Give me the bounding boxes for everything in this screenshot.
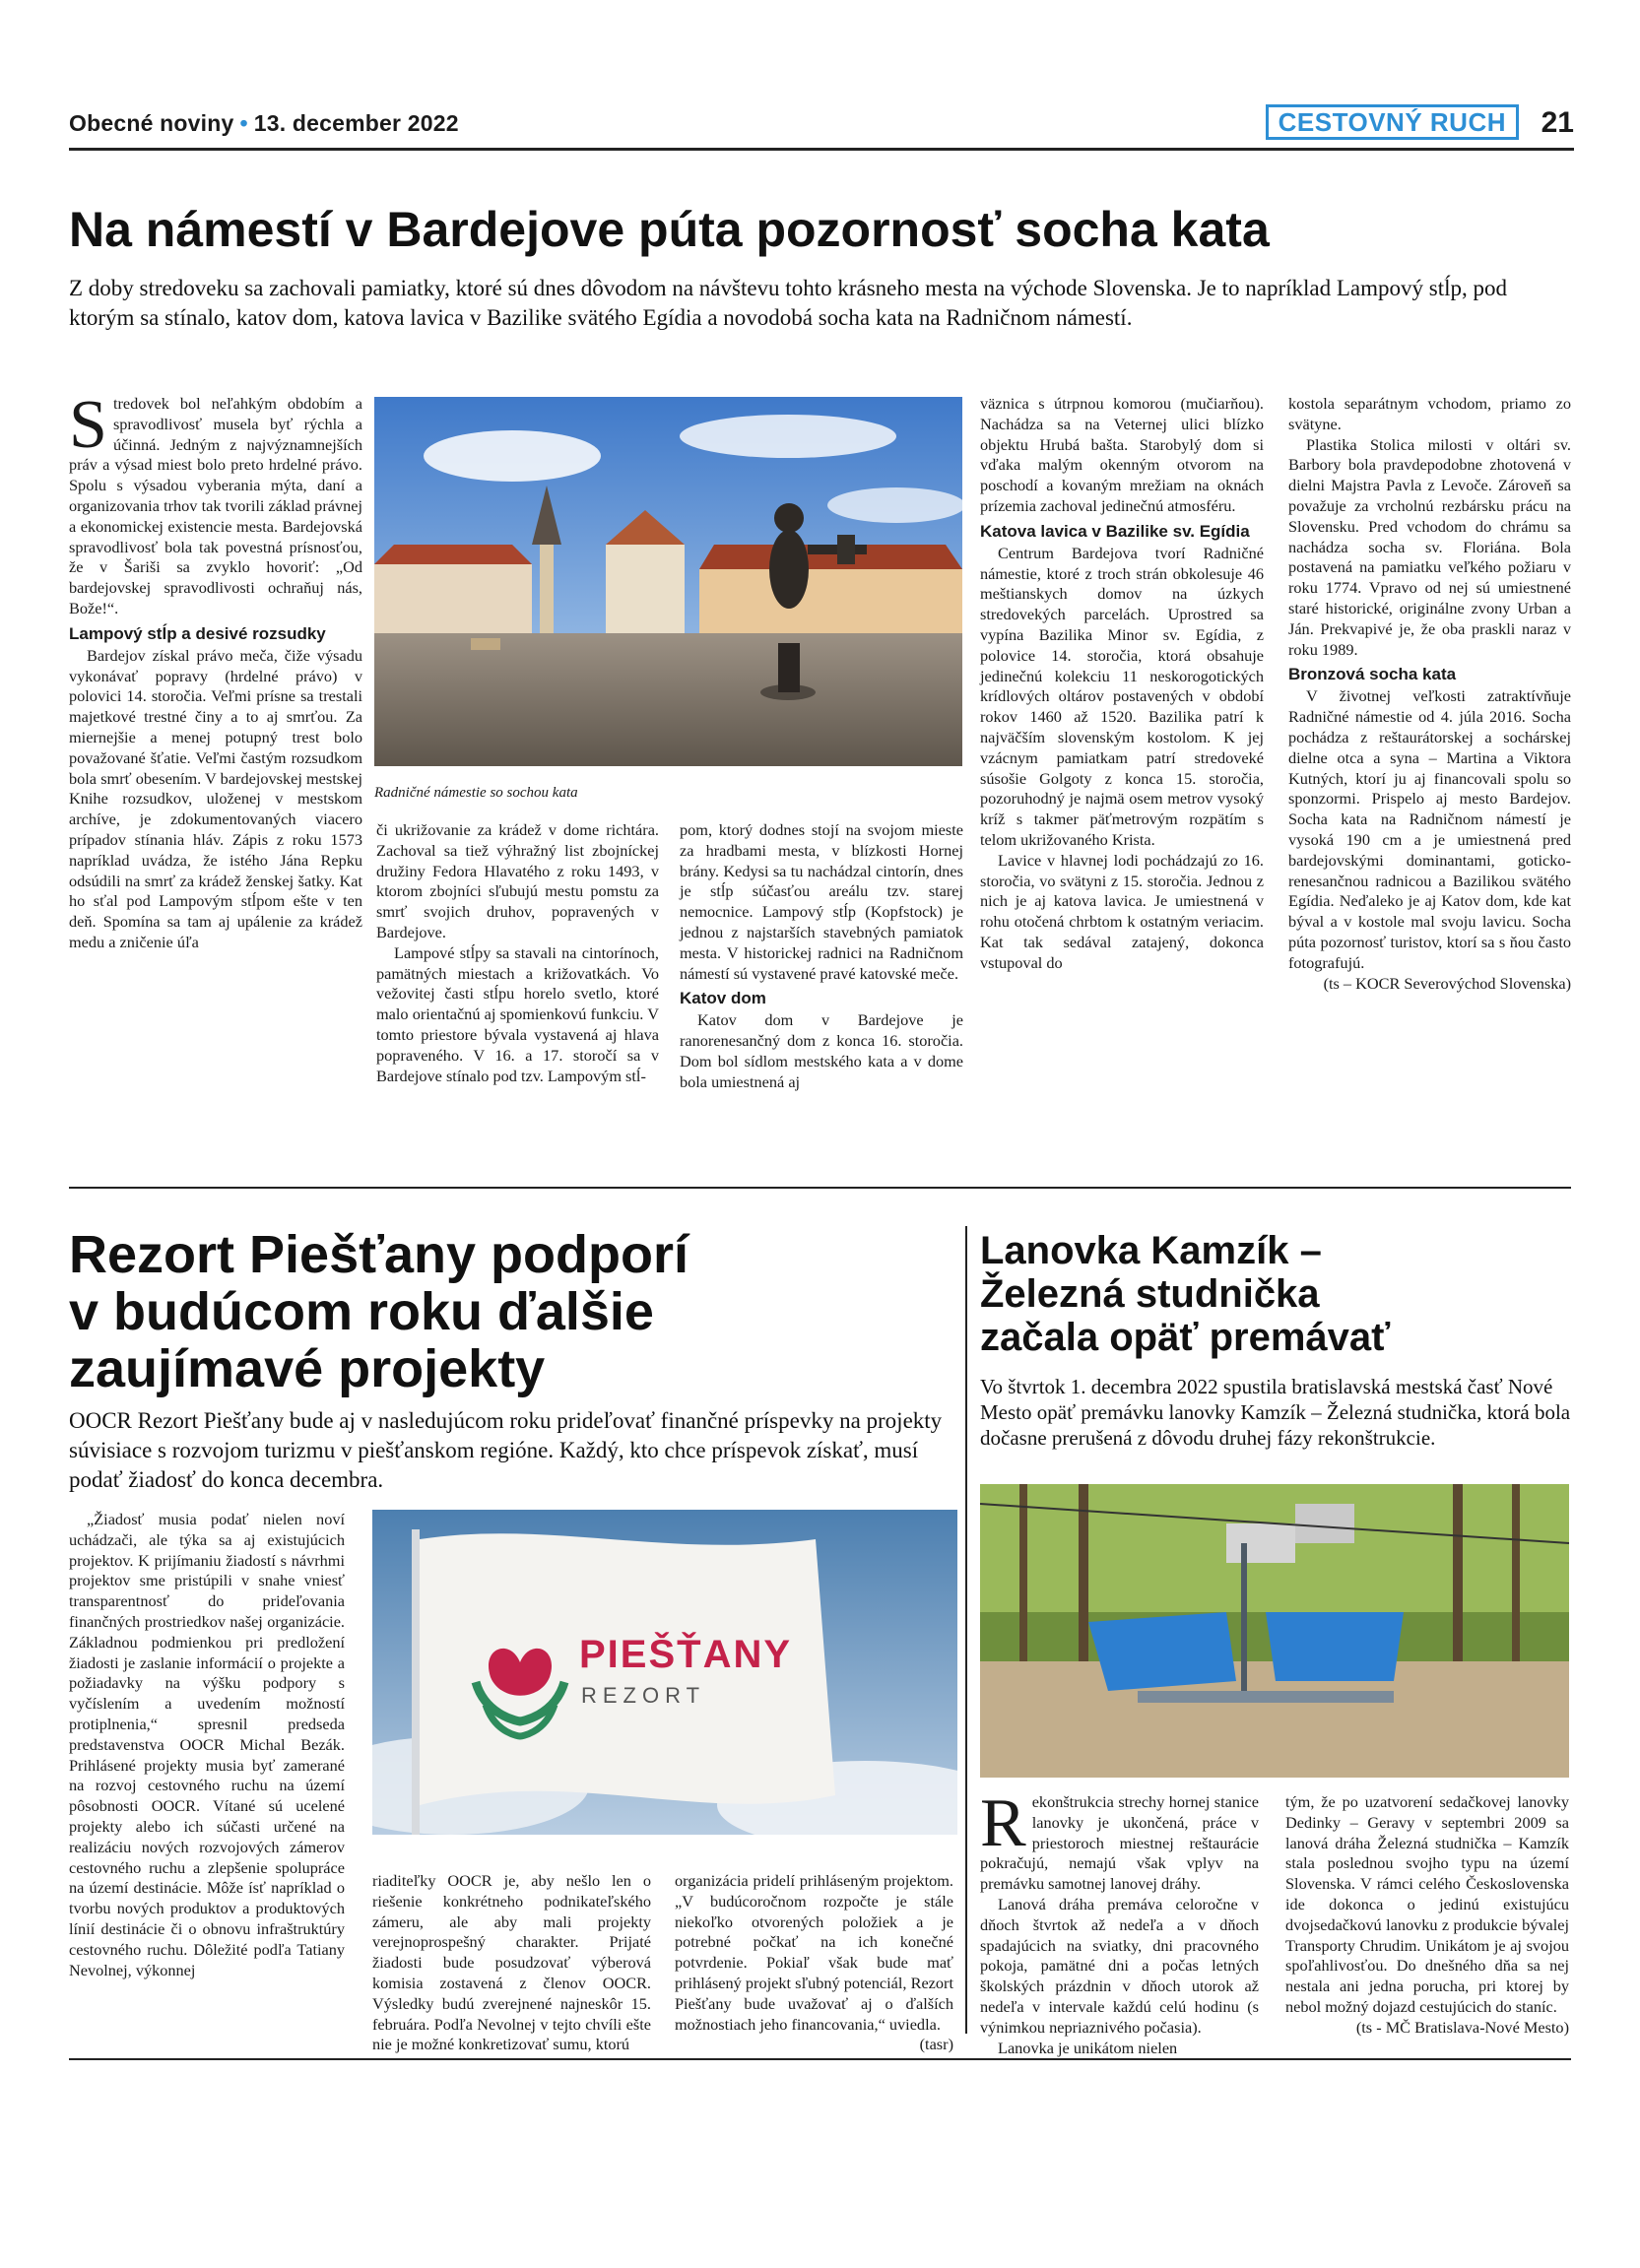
- article1-column-5: [1288, 394, 1571, 994]
- article1-column-2: [376, 820, 659, 1086]
- issue-date: 13. december 2022: [253, 110, 459, 136]
- article1-title: Na námestí v Bardejove púta pozornosť socha kata: [69, 202, 1270, 257]
- bardejov-square-photo: [374, 397, 962, 766]
- article2-paragraph: organizácia pridelí prihláseným projektom. „V budúcoročnom rozpočte je stále niekoľko otvorených položiek a je potrebné počkať na ich konečné potvrdenie. Pokiaľ však bude mať prihlásený projekt sľubný potenciál, Rezort Piešťany bude uvažovať aj o ďalších možnostiach jeho financovania,“ uviedla.: [675, 1871, 953, 2034]
- article2-column-1: [69, 1510, 345, 1980]
- article1-paragraph: V životnej veľkosti zatraktívňuje Radničné námestie od 4. júla 2016. Socha pochádza z reštaurátorskej a sochárskej dielne otca a syna – Martina a Viktora Kutných, ktorí ju aj financovali spolu so sponzormi. Prispelo aj mesto Bardejov. Socha kata na Radničnom námestí je vysoká 190 cm a je umiestnená pred bardejovskými dominantami, goticko-renesančnou radnicou a Bazilikou svätého Egídia. Neďaleko je aj Katov dom, kde kat býval a v kostole mal svoju lavicu. Socha púta pozornosť turistov, ktorí sa s ňou často fotografujú.: [1288, 686, 1571, 972]
- article1-signature: (ts – KOCR Severovýchod Slovenska): [1323, 973, 1571, 993]
- article3-title-line: začala opäť premávať: [980, 1316, 1391, 1359]
- dropcap: R: [980, 1785, 1026, 1861]
- flag-sub-text: REZORT: [581, 1683, 706, 1708]
- separator-dot: •: [239, 110, 248, 136]
- article3-paragraph: Lanovka je unikátom nielen: [998, 2038, 1178, 2057]
- article2-title-line: Rezort Piešťany podporí: [69, 1225, 689, 1284]
- article1-paragraph: či ukrižovanie za krádež v dome richtára. Zachoval sa tiež výhražný list zbojníckej družiny Fedora Hlavatého z roku 1493, v ktorom zbojníci sľubujú mestu pomstu za smrť svojich druhov, popravených v Bardejove.: [376, 820, 659, 941]
- article3-column-1: [980, 1785, 1259, 2058]
- article2-column-2: [372, 1871, 651, 2055]
- article3-paragraph: tým, že po uzatvorení sedačkovej lanovky Dedinky – Geravy v septembri 2009 sa lanová dráha Železná studnička – Kamzík stala poslednou svojho typu na území Slovenska. V rámci celého Československa ide dokonca o jedinú existujúcu dvojsedačkovú lanovku z produkcie bývalej Transporty Chrudim. Unikátom je aj svojou spoľahlivosťou. Do dnešného dňa sa nej nestala ani jedna porucha, pri ktorej by nebol možný dojazd cestujúcich do staníc.: [1285, 1792, 1569, 2016]
- section-divider: [69, 1187, 1571, 1189]
- article1-subhead-4: Bronzová socha kata: [1288, 665, 1457, 684]
- piestany-flag-photo: [372, 1510, 957, 1835]
- article1-paragraph: väznica s útrpnou komorou (mučiarňou). Nachádza sa na Veternej ulici blízko objektu Hrubá bašta. Starobylý dom si vďaka malým okenným otvorom na poschodí a kovaným mrežiam na oknách prízemia zachoval jedinečnú atmosféru.: [980, 394, 1264, 515]
- article3-signature: (ts - MČ Bratislava-Nové Mesto): [1355, 2017, 1569, 2037]
- article1-column-1: [69, 387, 362, 953]
- newspaper-name: Obecné noviny: [69, 110, 234, 136]
- page-header: [69, 106, 1574, 140]
- article2-title-line: v budúcom roku ďalšie: [69, 1282, 654, 1341]
- article1-subhead-2: Katov dom: [680, 989, 766, 1008]
- article3-title-line: Železná studnička: [980, 1272, 1320, 1316]
- article1-column-4: [980, 394, 1264, 974]
- article3-column-2: [1285, 1792, 1569, 2039]
- article1-paragraph: Katov dom v Bardejove je ranorenesančný dom z konca 16. storočia. Dom bol sídlom mestského kata a v dome bola umiestnená aj: [680, 1010, 963, 1091]
- article1-paragraph: Bardejov získal právo meča, čiže výsadu vykonávať popravy (hrdelné právo) v polovici 14. storočia. Veľmi prísne sa trestali majetkové trestné činy a to aj smrťou. Za miernejšie a menej potupný trest bolo považované šťatie. Veľmi častým rozsudkom bola smrť obesením. V bardejovskej mestskej Knihe rozsudkov, uloženej v mestskom archíve, je zdokumentovaných viacero prípadov stínania hláv. Zápis z roku 1573 napríklad uvádza, že istého Jána Repku odsúdili na smrť za krádež ženskej šatky. Kat ho sťal pod Lampovým stĺpom ešte v ten deň. Spomína sa tam aj upálenie za krádež medu a zničenie úľa: [69, 645, 362, 951]
- article1-paragraph: pom, ktorý dodnes stojí na svojom mieste za hradbami mesta, v blízkosti Hornej brány. Kedysi sa tu nachádzal cintorín, dnes je stĺp súčasťou areálu tzv. starej nemocnice. Lampový stĺp (Kopfstock) je jednou z najstarších stavebných pamiatok mesta. V historickej radnici na Radničnom námestí sú vystavené pravé katovské meče.: [680, 820, 963, 983]
- bottom-rule: [69, 2058, 1571, 2060]
- cable-car-photo: [980, 1484, 1569, 1778]
- article1-paragraph: tredovek bol neľahkým obdobím a spravodlivosť musela byť rýchla a účinná. Jedným z najvýznamnejších práv a výsad miest bolo preto hrdelné právo. Spolu s výsadou vyberania mýta, daní a organizovania trhov tak tvorili základ právnej a ekonomickej existencie mesta. Bardejovská spravodlivosť bola tak povestná prísnosťou, že v Šariši sa zvyklo hovoriť: „Od bardejovskej spravodlivosti ochraňuj nás, Bože!“.: [69, 394, 362, 617]
- article1-paragraph: Lampové stĺpy sa stavali na cintorínoch, pamätných miestach a križovatkách. Vo vežovitej časti stĺpu horelo svetlo, ktoré malo orientačnú aj spomienkovú funkciu. V tomto priestore bývala vystavená aj hlava popraveného. V 16. a 17. storočí sa v Bardejove stínalo pod tzv. Lampovým stĺ-: [376, 942, 659, 1085]
- header-rule: [69, 148, 1574, 151]
- article2-title: [69, 1226, 955, 1397]
- page-number: 21: [1541, 106, 1574, 139]
- article3-title-line: Lanovka Kamzík –: [980, 1229, 1322, 1272]
- article3-lead: Vo štvrtok 1. decembra 2022 spustila bratislavská mestská časť Nové Mesto opäť premávku lanovky Kamzík – Železná studnička, ktorá bola dočasne prerušená z dôvodu druhej fázy rekonštrukcie.: [980, 1375, 1571, 1450]
- article2-title-line: zaujímavé projekty: [69, 1339, 546, 1398]
- article3-paragraph: ekonštrukcia strechy hornej stanice lanovky je ukončená, práce v priestoroch miestnej reštaurácie pokračujú, nemajú však vplyv na premávku samotnej lanovej dráhy.: [980, 1792, 1259, 1894]
- article2-paragraph: riaditeľky OOCR je, aby nešlo len o riešenie konkrétneho podnikateľského zámeru, ale aby mali projekty verejnoprospešný charakter. Prijaté žiadosti bude posudzovať výberová komisia zostavená z členov OOCR. Výsledky budú zverejnené najneskôr 15. februára. Podľa Nevolnej v tejto chvíli ešte nie je možné konkretizovať sumu, ktorú: [372, 1871, 651, 2054]
- column-divider: [965, 1226, 967, 2034]
- article1-subhead-3: Katova lavica v Bazilike sv. Egídia: [980, 521, 1250, 541]
- article1-lead: Z doby stredoveku sa zachovali pamiatky, ktoré sú dnes dôvodom na návštevu tohto krásneho mesta na východe Slovenska. Je to napríklad Lampový stĺp, pod ktorým sa stínalo, katov dom, katova lavica v Bazilike svätého Egídia a novodobá socha kata na Radničnom námestí.: [69, 276, 1507, 330]
- article1-paragraph: kostola separátnym vchodom, priamo zo svätyne.: [1288, 394, 1571, 433]
- article1-paragraph: Centrum Bardejova tvorí Radničné námestie, ktoré z troch strán obkolesuje 46 meštianskych domov na úzkych stredovekých parcelách. Uprostred sa vypína Bazilika Minor sv. Egídia, z polovice 14. storočia, ktorá obsahuje jedinečnú kolekciu 11 neskorogotických krídlových oltárov postavených v období rokov 1460 až 1520. Bazilika patrí k najväčším slovenským kostolom. K jej vzácnym pamiatkam patrí stredoveké súsošie Golgoty z konca 15. storočia, pozoruhodný je najmä osem metrov vysoký kríž s takmer päťmetrovým rozpätím s telom ukrižovaného Krista.: [980, 543, 1264, 849]
- article2-column-3: [675, 1871, 953, 2055]
- article2-signature: (tasr): [919, 2035, 953, 2054]
- article3-paragraph: Lanová dráha premáva celoročne v dňoch štvrtok až nedeľa a v dňoch spadajúcich na sviatky, dni pracovného pokoja, pamätné dni a počas letných školských prázdnin v dňoch utorok až nedeľa v intervale každú celú hodinu (s výnimkou nepriaznivého počasia).: [980, 1894, 1259, 2037]
- dropcap: S: [69, 387, 107, 463]
- article3-title: [980, 1229, 1571, 1359]
- flag-brand-text: PIEŠŤANY: [579, 1633, 793, 1676]
- article1-paragraph: Lavice v hlavnej lodi pochádzajú zo 16. storočia, vo svätyni z 15. storočia. Jednou z nich je aj katova lavica. Je umiestnená v rohu otočená chrbtom k ostatným veriacim. Kat tak sedával zatajený, dokonca vstupoval do: [980, 850, 1264, 972]
- article1-paragraph: Plastika Stolica milosti v oltári sv. Barbory bola pravdepodobne zhotovená v dielni Majstra Pavla z Levoče. Zároveň sa považuje za vrcholnú rezbársku prácu na Slovensku. Pred vchodom do chrámu sa nachádza socha sv. Floriána. Bola postavená na pamiatku veľkého požiaru v roku 1774. Vpravo od nej sú umiestnené staré historické, originálne zvony Urban a Ján. Prekvapivé je, že oba praskli naraz v roku 1989.: [1288, 434, 1571, 659]
- article1-photo-caption: Radničné námestie so sochou kata: [374, 785, 578, 801]
- article2-lead: OOCR Rezort Piešťany bude aj v nasledujúcom roku prideľovať finančné príspevky na projekty súvisiace s rozvojom turizmu v piešťanskom regióne. Každý, kto chce príspevok získať, musí podať žiadosť do konca decembra.: [69, 1408, 943, 1492]
- masthead: [69, 110, 459, 137]
- section-label: CESTOVNÝ RUCH: [1266, 104, 1519, 140]
- article2-paragraph: „Žiadosť musia podať nielen noví uchádzači, ale týka sa aj existujúcich projektov. K prijímaniu žiadostí s návrhmi projektov sme pristúpili v snahe vniesť transparentnosť do prideľovania finančných prostriedkov našej organizácie. Základnou podmienkou pri predložení žiadosti je zaslanie informácií o projekte a požiadavky na výšku podpory s vyčíslením a uvedením možností protiplnenia,“ spresnil predseda predstavenstva OOCR Michal Bezák. Prihlásené projekty musia byť zamerané na rozvoj cestovného ruchu na území pôsobnosti OOCR. Vítané sú ucelené projekty alebo ich súčasti určené na realizáciu nových rozvojových zámerov cestovného ruchu a zlepšenie spolupráce na území destinácie. Môže ísť napríklad o tvorbu nových produktov a produktových línií destinácie či o obnovu infraštruktúry cestovného ruchu. Dôležité podľa Tatiany Nevolnej, výkonnej: [69, 1510, 345, 1979]
- article1-column-3: [680, 820, 963, 1093]
- article1-subhead-1: Lampový stĺp a desivé rozsudky: [69, 623, 326, 643]
